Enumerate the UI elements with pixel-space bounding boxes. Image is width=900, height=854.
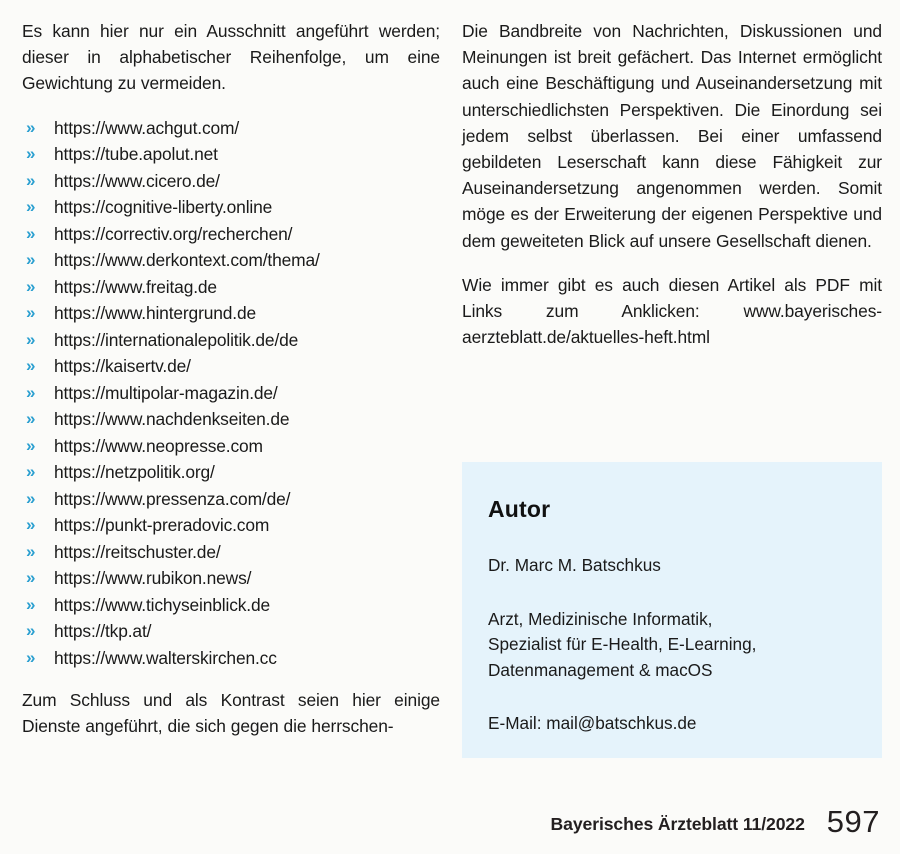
website-link-list — [22, 115, 440, 672]
chevron-right-double-icon: » — [26, 435, 36, 455]
chevron-right-double-icon: » — [26, 488, 36, 508]
link-url[interactable]: https://www.tichyseinblick.de — [54, 594, 271, 615]
list-item[interactable] — [22, 512, 440, 539]
link-url[interactable]: https://reitschuster.de/ — [54, 541, 221, 562]
link-url[interactable]: https://www.nachdenkseiten.de — [54, 409, 290, 430]
chevron-right-double-icon: » — [26, 356, 36, 376]
link-url[interactable]: https://www.pressenza.com/de/ — [54, 488, 291, 509]
list-item[interactable] — [22, 115, 440, 142]
link-url[interactable]: https://www.achgut.com/ — [54, 117, 240, 138]
list-item[interactable] — [22, 274, 440, 301]
right-paragraph-2: Wie immer gibt es auch diesen Artikel als PDF mit Links zum Anklicken: www.bayerisches-aerzteblatt.de/aktuelles-heft.html — [462, 274, 882, 348]
link-url[interactable]: https://multipolar-magazin.de/ — [54, 382, 278, 403]
chevron-right-double-icon: » — [26, 197, 36, 217]
list-item[interactable] — [22, 459, 440, 486]
author-info-box — [462, 462, 882, 758]
chevron-right-double-icon: » — [26, 621, 36, 641]
list-item[interactable] — [22, 380, 440, 407]
list-item[interactable] — [22, 486, 440, 513]
chevron-right-double-icon: » — [26, 647, 36, 667]
chevron-right-double-icon: » — [26, 117, 36, 137]
list-item[interactable] — [22, 221, 440, 248]
chevron-right-double-icon: » — [26, 303, 36, 323]
list-item[interactable] — [22, 618, 440, 645]
list-item[interactable] — [22, 539, 440, 566]
link-url[interactable]: https://tkp.at/ — [54, 621, 152, 642]
chevron-right-double-icon: » — [26, 223, 36, 243]
link-url[interactable]: https://www.rubikon.news/ — [54, 568, 252, 589]
author-email[interactable]: E-Mail: mail@batschkus.de — [488, 713, 697, 733]
link-url[interactable]: https://tube.apolut.net — [54, 144, 218, 165]
left-closing-paragraph: Zum Schluss und als Kontrast seien hier einige Dienste angeführt, die sich gegen die herrschen- — [22, 690, 440, 737]
link-url[interactable]: https://www.freitag.de — [54, 276, 217, 297]
list-item[interactable] — [22, 353, 440, 380]
list-item[interactable] — [22, 141, 440, 168]
list-item[interactable] — [22, 194, 440, 221]
right-paragraph-1: Die Bandbreite von Nachrichten, Diskussionen und Meinungen ist breit gefächert. Das Internet ermöglicht auch eine Beschäftigung und Auseinandersetzung mit unterschiedlichsten Perspektiven. Die Einordung sei jedem selbst überlassen. Bei einer umfassend gebildeten Leserschaft kann diese Fähigkeit zur Auseinandersetzung angenommen werden. Somit möge es der Erweiterung der eigenen Perspektive und dem geweiteten Blick auf unsere Gesellschaft dienen. — [462, 21, 882, 251]
footer-inner — [551, 802, 880, 838]
chevron-right-double-icon: » — [26, 515, 36, 535]
chevron-right-double-icon: » — [26, 409, 36, 429]
link-url[interactable]: https://www.walterskirchen.cc — [54, 647, 277, 668]
list-item[interactable] — [22, 592, 440, 619]
right-column — [462, 18, 882, 368]
left-intro-paragraph: Es kann hier nur ein Ausschnitt angeführt werden; dieser in alphabetischer Reihenfolge, um eine Gewichtung zu vermeiden. — [22, 21, 440, 94]
footer-publication-title: Bayerisches Ärzteblatt 11/2022 — [550, 814, 805, 834]
list-item[interactable] — [22, 645, 440, 672]
author-description-line-3: Datenmanagement & macOS — [488, 659, 713, 680]
list-item[interactable] — [22, 406, 440, 433]
link-url[interactable]: https://internationalepolitik.de/de — [54, 329, 299, 350]
link-url[interactable]: https://www.derkontext.com/thema/ — [54, 250, 320, 271]
chevron-right-double-icon: » — [26, 568, 36, 588]
author-description-line-1: Arzt, Medizinische Informatik, — [488, 608, 713, 629]
list-item[interactable] — [22, 300, 440, 327]
link-url[interactable]: https://kaisertv.de/ — [54, 356, 191, 377]
author-description — [488, 607, 852, 684]
chevron-right-double-icon: » — [26, 541, 36, 561]
link-url[interactable]: https://cognitive-liberty.online — [54, 197, 273, 218]
chevron-right-double-icon: » — [26, 594, 36, 614]
chevron-right-double-icon: » — [26, 144, 36, 164]
chevron-right-double-icon: » — [26, 382, 36, 402]
footer-page-number: 597 — [826, 804, 880, 839]
link-url[interactable]: https://netzpolitik.org/ — [54, 462, 215, 483]
link-url[interactable]: https://punkt-preradovic.com — [54, 515, 270, 536]
list-item[interactable] — [22, 565, 440, 592]
link-url[interactable]: https://correctiv.org/recherchen/ — [54, 223, 293, 244]
author-name: Dr. Marc M. Batschkus — [488, 555, 661, 575]
list-item[interactable] — [22, 168, 440, 195]
chevron-right-double-icon: » — [26, 170, 36, 190]
link-url[interactable]: https://www.hintergrund.de — [54, 303, 257, 324]
author-description-line-2: Spezialist für E-Health, E-Learning, — [488, 634, 757, 654]
list-item[interactable] — [22, 247, 440, 274]
chevron-right-double-icon: » — [26, 329, 36, 349]
chevron-right-double-icon: » — [26, 250, 36, 270]
left-column — [22, 18, 440, 758]
list-item[interactable] — [22, 327, 440, 354]
chevron-right-double-icon: » — [26, 276, 36, 296]
link-url[interactable]: https://www.cicero.de/ — [54, 170, 220, 191]
list-item[interactable] — [22, 433, 440, 460]
chevron-right-double-icon: » — [26, 462, 36, 482]
page-footer — [0, 792, 900, 838]
link-url[interactable]: https://www.neopresse.com — [54, 435, 263, 456]
author-box-heading: Autor — [488, 496, 551, 522]
